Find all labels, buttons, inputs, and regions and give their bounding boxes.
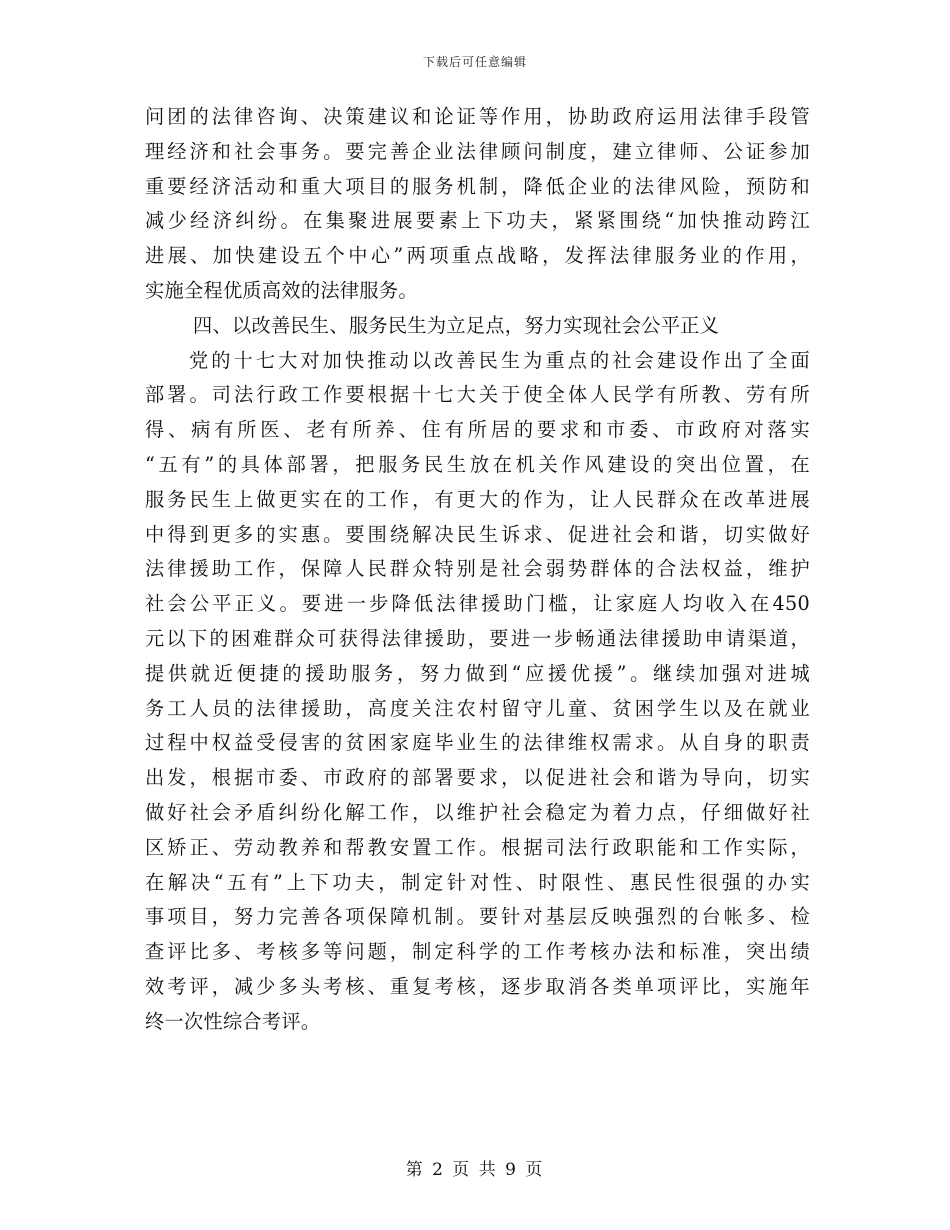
body-line: 提供就近便捷的援助服务，努力做到“应援优援”。继续加强对进城	[145, 661, 810, 685]
body-line: 减少经济纠纷。在集聚进展要素上下功夫，紧紧围绕“加快推动跨江	[145, 209, 810, 233]
body-line: 实施全程优质高效的法律服务。	[145, 278, 418, 302]
body-line: 效考评，减少多头考核、重复考核，逐步取消各类单项评比，实施年	[145, 974, 810, 998]
body-line: 得、病有所医、老有所养、住有所居的要求和市委、市政府对落实	[145, 418, 810, 442]
body-line: 服务民生上做更实在的工作，有更大的作为，让人民群众在改革进展	[145, 487, 810, 511]
body-line: 过程中权益受侵害的贫困家庭毕业生的法律维权需求。从自身的职责	[145, 731, 810, 755]
body-line: 部署。司法行政工作要根据十七大关于使全体人民学有所教、劳有所	[145, 383, 810, 407]
body-line: 中得到更多的实惠。要围绕解决民生诉求、促进社会和谐，切实做好	[145, 522, 810, 546]
page-number: 第 2 页 共 9 页	[405, 1160, 545, 1180]
body-line: 法律援助工作，保障人民群众特别是社会弱势群体的合法权益，维护	[145, 557, 810, 581]
body-line: “五有”的具体部署，把服务民生放在机关作风建设的突出位置，在	[145, 452, 810, 476]
body-line: 社会公平正义。要进一步降低法律援助门槛，让家庭人均收入在450	[145, 592, 810, 616]
body-line: 重要经济活动和重大项目的服务机制，降低企业的法律风险，预防和	[145, 174, 810, 198]
body-line: 进展、加快建设五个中心”两项重点战略，发挥法律服务业的作用，	[145, 244, 810, 268]
body-line: 事项目，努力完善各项保障机制。要针对基层反映强烈的台帐多、检	[145, 905, 810, 929]
body-line: 党的十七大对加快推动以改善民生为重点的社会建设作出了全面	[189, 348, 810, 372]
section-heading: 四、以改善民生、服务民生为立足点，努力实现社会公平正义	[193, 313, 720, 337]
body-line: 终一次性综合考评。	[145, 1009, 321, 1033]
body-line: 查评比多、考核多等问题，制定科学的工作考核办法和标准，突出绩	[145, 940, 810, 964]
body-line: 出发，根据市委、市政府的部署要求，以促进社会和谐为导向，切实	[145, 766, 810, 790]
body-line: 理经济和社会事务。要完善企业法律顾问制度，建立律师、公证参加	[145, 139, 810, 163]
body-line: 务工人员的法律援助，高度关注农村留守儿童、贫困学生以及在就业	[145, 696, 810, 720]
body-line: 做好社会矛盾纠纷化解工作，以维护社会稳定为着力点，仔细做好社	[145, 800, 810, 824]
body-line: 在解决“五有”上下功夫，制定针对性、时限性、惠民性很强的办实	[145, 870, 810, 894]
document-body	[145, 100, 810, 1040]
body-line: 区矫正、劳动教养和帮教安置工作。根据司法行政职能和工作实际，	[145, 835, 810, 859]
body-line: 元以下的困难群众可获得法律援助，要进一步畅通法律援助申请渠道，	[145, 626, 810, 650]
body-line: 问团的法律咨询、决策建议和论证等作用，协助政府运用法律手段管	[145, 105, 810, 128]
page-header: 下载后可任意编辑	[422, 55, 527, 69]
